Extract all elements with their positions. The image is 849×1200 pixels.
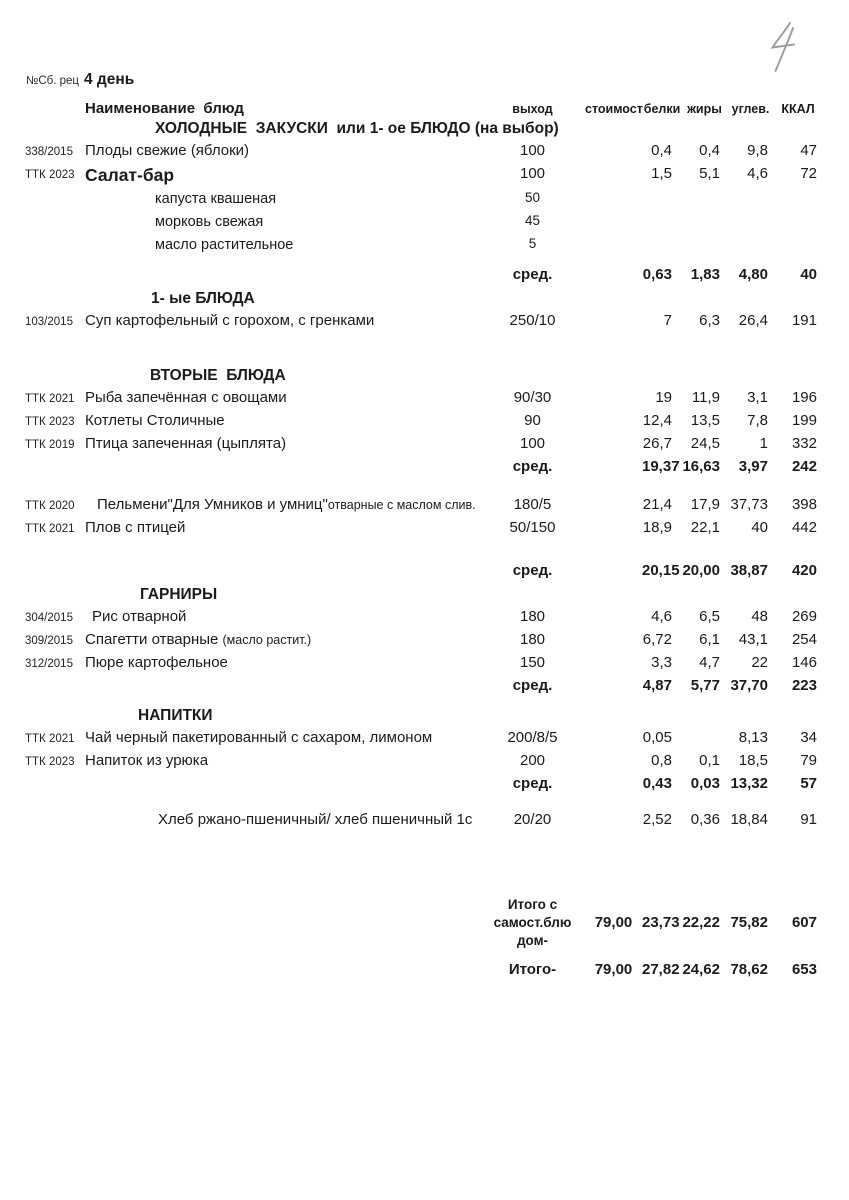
cell-recipe-code — [25, 775, 85, 778]
cell-recipe-code: 304/2015 — [25, 612, 73, 624]
cell-kcal: 420 — [791, 562, 817, 579]
total-label: Итого- — [508, 961, 557, 979]
cell-fat: 17,9 — [690, 496, 720, 513]
item-row — [25, 631, 822, 654]
cell-protein: 4,87 — [642, 677, 672, 694]
cell-fat: 5,1 — [699, 165, 720, 182]
cell-protein: 2,52 — [642, 811, 672, 828]
cell-fat: 22,22 — [682, 913, 720, 931]
cell-kcal: 442 — [791, 519, 817, 536]
sheet-meta — [26, 71, 134, 89]
cell-fat: 6,3 — [699, 312, 720, 329]
cell-protein: 0,8 — [651, 752, 672, 769]
cell-fat: 24,5 — [690, 435, 720, 452]
column-header-out: выход — [512, 102, 553, 116]
cell-out: сред. — [512, 775, 553, 792]
cell-kcal: 196 — [791, 389, 817, 406]
cell-protein: 12,4 — [642, 412, 672, 429]
cell-protein: 0,63 — [642, 266, 672, 283]
cell-kcal: 254 — [791, 631, 817, 648]
avg-row — [25, 562, 822, 585]
cell-dish-name: морковь свежая — [155, 214, 264, 230]
cell-out: 90/30 — [513, 389, 552, 406]
cell-out: 250/10 — [509, 312, 556, 329]
cell-out: 100 — [519, 165, 546, 182]
cell-fat: 24,62 — [682, 961, 720, 979]
cell-out: 20/20 — [513, 811, 552, 828]
cell-fat: 0,03 — [690, 775, 720, 792]
cell-protein: 0,43 — [642, 775, 672, 792]
cell-dish-name: Плов с птицей — [85, 519, 186, 536]
cell-cost: 79,00 — [594, 961, 633, 979]
cell-carbs: 4,6 — [747, 165, 768, 182]
cell-out: 180/5 — [513, 496, 552, 513]
section-title: 1- ые БЛЮДА — [151, 290, 255, 307]
item-row — [25, 654, 822, 677]
item-row — [25, 496, 822, 519]
sub-row — [25, 236, 822, 259]
cell-protein: 6,72 — [642, 631, 672, 648]
cell-out: сред. — [512, 458, 553, 475]
item-row — [25, 435, 822, 458]
cell-recipe-code: ТТК 2020 — [25, 500, 75, 512]
cell-carbs: 8,13 — [738, 729, 768, 746]
cell-recipe-code — [25, 562, 85, 565]
item-row — [25, 312, 822, 335]
cell-kcal: 199 — [791, 412, 817, 429]
section-title: ХОЛОДНЫЕ ЗАКУСКИ или 1- ое БЛЮДО (на выбор) — [155, 120, 559, 137]
cell-recipe-code: ТТК 2023 — [25, 169, 75, 181]
section-row — [25, 706, 822, 729]
cell-carbs: 40 — [751, 519, 768, 536]
cell-carbs: 78,62 — [730, 961, 768, 979]
cell-carbs: 26,4 — [738, 312, 768, 329]
item-row — [25, 729, 822, 752]
section-row — [25, 366, 822, 389]
cell-out: сред. — [512, 562, 553, 579]
section-title: ВТОРЫЕ БЛЮДА — [150, 367, 286, 384]
cell-fat: 6,1 — [699, 631, 720, 648]
cell-recipe-code: 103/2015 — [25, 316, 73, 328]
avg-row — [25, 266, 822, 289]
item-row — [25, 519, 822, 542]
cell-kcal: 47 — [800, 142, 817, 159]
cell-out: 150 — [519, 654, 546, 671]
cell-kcal: 91 — [800, 811, 817, 828]
cell-out: сред. — [512, 266, 553, 283]
cell-recipe-code: ТТК 2023 — [25, 416, 75, 428]
cell-recipe-code — [25, 190, 85, 193]
cell-recipe-code — [25, 811, 85, 814]
cell-protein: 1,5 — [651, 165, 672, 182]
cell-carbs: 13,32 — [730, 775, 768, 792]
cell-recipe-code: ТТК 2021 — [25, 523, 75, 535]
handwritten-page-number — [762, 16, 808, 85]
cell-carbs: 4,80 — [738, 266, 768, 283]
cell-carbs: 18,84 — [730, 811, 768, 828]
item-row — [25, 389, 822, 412]
cell-out: 200 — [519, 752, 546, 769]
cell-carbs: 37,70 — [730, 677, 768, 694]
cell-protein: 19 — [655, 389, 672, 406]
item-row — [25, 142, 822, 165]
sheet-number-label: №Сб. рец — [26, 75, 79, 87]
cell-recipe-code — [25, 266, 85, 269]
cell-fat: 0,36 — [690, 811, 720, 828]
avg-row — [25, 775, 822, 798]
cell-dish-name: капуста квашеная — [155, 191, 277, 207]
cell-carbs: 38,87 — [730, 562, 768, 579]
section-row — [25, 119, 822, 142]
section-title: ГАРНИРЫ — [140, 586, 218, 603]
column-header-name: Наименование блюд — [85, 100, 244, 117]
cell-out: 45 — [524, 213, 541, 228]
cell-recipe-code — [25, 458, 85, 461]
dish-name-note: (масло растит.) — [222, 633, 312, 647]
cell-recipe-code: 338/2015 — [25, 146, 73, 158]
cell-kcal: 57 — [800, 775, 817, 792]
cell-dish-name: Плоды свежие (яблоки) — [85, 142, 250, 159]
cell-cost: 79,00 — [594, 913, 633, 931]
cell-kcal: 146 — [791, 654, 817, 671]
item-row — [25, 165, 822, 190]
cell-out: 200/8/5 — [507, 729, 558, 746]
cell-recipe-code: 312/2015 — [25, 658, 73, 670]
cell-dish-name: Чай черный пакетированный с сахаром, лимоном — [85, 729, 433, 746]
sub-row — [25, 190, 822, 213]
cell-fat: 11,9 — [691, 389, 720, 406]
cell-out: 100 — [519, 142, 546, 159]
cell-kcal: 223 — [791, 677, 817, 694]
section-row — [25, 289, 822, 312]
cell-recipe-code: ТТК 2023 — [25, 756, 75, 768]
cell-carbs: 22 — [751, 654, 768, 671]
cell-carbs: 43,1 — [738, 631, 768, 648]
column-header-cost: стоимост — [585, 102, 643, 116]
cell-carbs: 18,5 — [738, 752, 768, 769]
cell-fat: 0,1 — [699, 752, 720, 769]
column-header-kcal: ККАЛ — [781, 102, 815, 116]
cell-recipe-code: ТТК 2021 — [25, 393, 75, 405]
cell-dish-name: Пельмени"Для Умников и умниц"отварные с маслом слив. — [97, 496, 476, 513]
cell-dish-name: Рыба запечённая с овощами — [85, 389, 287, 406]
section-row — [25, 585, 822, 608]
cell-carbs: 37,73 — [730, 496, 768, 513]
cell-dish-name: Рис отварной — [92, 608, 187, 625]
item-row — [25, 608, 822, 631]
sub-row — [25, 213, 822, 236]
cell-dish-name: Котлеты Столичные — [85, 412, 225, 429]
cell-fat: 6,5 — [699, 608, 720, 625]
cell-protein: 4,6 — [651, 608, 672, 625]
table-header-row — [25, 100, 822, 119]
cell-recipe-code — [25, 213, 85, 216]
cell-fat: 1,83 — [690, 266, 720, 283]
menu-table — [25, 100, 822, 982]
column-header-fat: жиры — [687, 102, 722, 116]
total-row — [25, 896, 822, 950]
cell-protein: 3,3 — [651, 654, 672, 671]
section-title: НАПИТКИ — [138, 707, 213, 724]
cell-dish-name: Салат-бар — [85, 165, 175, 185]
cell-carbs: 3,1 — [747, 389, 768, 406]
cell-kcal: 191 — [791, 312, 817, 329]
cell-carbs: 3,97 — [738, 458, 768, 475]
cell-dish-name: Спагетти отварные (масло растит.) — [85, 631, 312, 648]
cell-fat: 16,63 — [682, 458, 720, 475]
cell-recipe-code: ТТК 2021 — [25, 733, 75, 745]
cell-kcal: 242 — [791, 458, 817, 475]
cell-protein: 19,37 — [642, 458, 680, 475]
cell-protein: 26,7 — [642, 435, 672, 452]
dish-name-note: отварные с маслом слив. — [327, 498, 476, 512]
item-row — [25, 811, 822, 834]
cell-out: 50 — [524, 190, 541, 205]
item-row — [25, 412, 822, 435]
cell-recipe-code: ТТК 2019 — [25, 439, 75, 451]
cell-carbs: 7,8 — [747, 412, 768, 429]
cell-kcal: 34 — [800, 729, 817, 746]
cell-kcal: 398 — [791, 496, 817, 513]
total-row — [25, 959, 822, 982]
cell-carbs: 75,82 — [730, 913, 768, 931]
cell-out: 180 — [519, 631, 546, 648]
cell-fat: 22,1 — [690, 519, 720, 536]
cell-recipe-code — [25, 236, 85, 239]
avg-row — [25, 677, 822, 700]
cell-protein: 18,9 — [642, 519, 672, 536]
total-label: Итого с самост.блю дом- — [493, 897, 572, 948]
cell-protein: 7 — [663, 312, 672, 329]
column-header-protein: белки — [643, 102, 681, 116]
cell-out: 100 — [519, 435, 546, 452]
cell-carbs: 48 — [751, 608, 768, 625]
cell-kcal: 40 — [800, 266, 817, 283]
cell-recipe-code: 309/2015 — [25, 635, 73, 647]
cell-kcal: 607 — [791, 913, 817, 931]
cell-recipe-code — [25, 677, 85, 680]
cell-fat: 13,5 — [690, 412, 720, 429]
cell-out: сред. — [512, 677, 553, 694]
cell-protein: 27,82 — [642, 961, 680, 979]
cell-fat: 0,4 — [699, 142, 720, 159]
cell-protein: 21,4 — [642, 496, 672, 513]
cell-kcal: 332 — [791, 435, 817, 452]
cell-fat: 5,77 — [690, 677, 720, 694]
cell-kcal: 269 — [791, 608, 817, 625]
cell-protein: 0,05 — [642, 729, 672, 746]
cell-dish-name: Птица запеченная (цыплята) — [85, 435, 287, 452]
cell-protein: 20,15 — [642, 562, 680, 579]
cell-out: 90 — [524, 412, 541, 429]
cell-dish-name: Напиток из урюка — [85, 752, 209, 769]
cell-dish-name: масло растительное — [155, 237, 294, 253]
cell-out: 180 — [519, 608, 546, 625]
item-row — [25, 752, 822, 775]
cell-protein: 23,73 — [642, 913, 680, 931]
cell-dish-name: Пюре картофельное — [85, 654, 228, 671]
column-header-carbs: углев. — [731, 102, 770, 116]
cell-out: 5 — [528, 236, 537, 251]
cell-kcal: 79 — [800, 752, 817, 769]
day-label: 4 день — [84, 71, 135, 88]
cell-kcal: 653 — [791, 961, 817, 979]
cell-protein: 0,4 — [651, 142, 672, 159]
cell-dish-name: Хлеб ржано-пшеничный/ хлеб пшеничный 1с — [158, 811, 473, 828]
cell-fat: 4,7 — [699, 654, 720, 671]
cell-fat: 20,00 — [682, 562, 720, 579]
menu-table-rows — [25, 119, 822, 982]
avg-row — [25, 458, 822, 481]
cell-dish-name: Суп картофельный с горохом, с гренками — [85, 312, 375, 329]
cell-carbs: 9,8 — [747, 142, 768, 159]
cell-carbs: 1 — [759, 435, 768, 452]
cell-kcal: 72 — [800, 165, 817, 182]
cell-out: 50/150 — [509, 519, 556, 536]
